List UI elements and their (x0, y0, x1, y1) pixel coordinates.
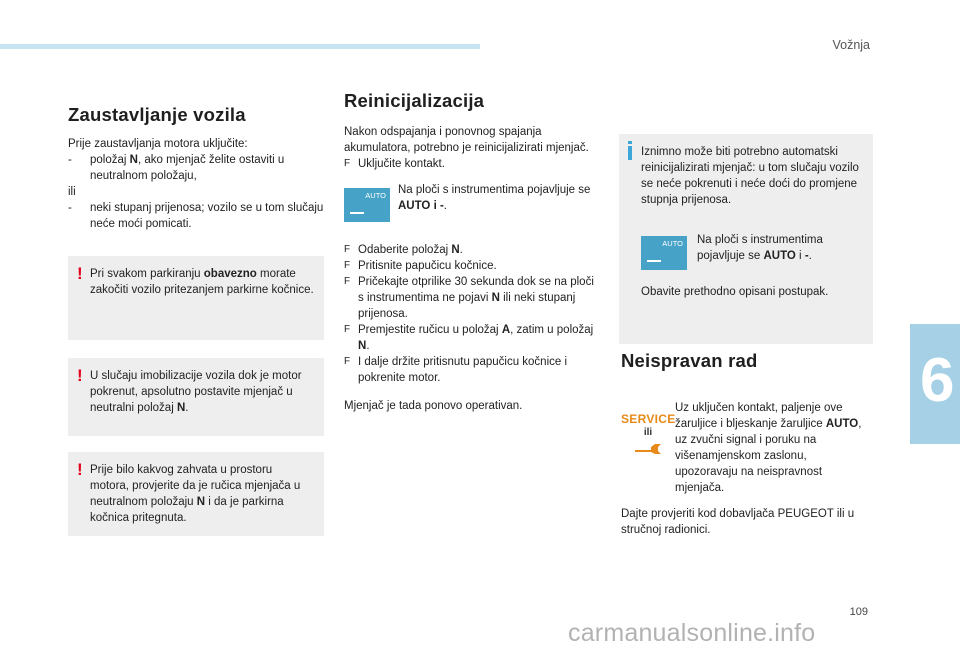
list-item (344, 274, 594, 322)
reinit-outro: Mjenjač je tada ponovo operativan. (344, 400, 523, 412)
or-text: ili (68, 186, 76, 198)
wrench-icon (633, 441, 663, 457)
warning-note-text: Pri svakom parkiranju obavezno morate zakočiti vozilo pritezanjem parkirne kočnice. (90, 268, 314, 296)
list-item-text: položaj N, ako mjenjač želite ostaviti u neutralnom položaju, (90, 154, 285, 182)
malfunction-text: Uz uključen kontakt, paljenje ove žaruljice i bljeskanje žaruljice AUTO, uz zvučni signal i poruku na višenamjenskom zaslonu, upozoravaju na neispravnost mjenjača. (675, 402, 862, 494)
info-note-auto-reinit (619, 134, 873, 344)
dash-bullet: - (68, 202, 72, 214)
auto-indicator-text: Na ploči s instrumentima pojavljuje se AUTO i -. (697, 234, 823, 262)
warning-icon: ! (77, 460, 83, 479)
dash-bullet: - (68, 154, 72, 166)
section-reinitialisation (344, 90, 594, 414)
list-item (344, 354, 594, 386)
arrow-bullet: F (344, 244, 351, 255)
section-malfunction (621, 350, 875, 538)
list-item-text: Odaberite položaj N. (358, 244, 463, 256)
warning-note-engine-work (68, 452, 324, 536)
arrow-bullet: F (344, 158, 351, 169)
service-indicator-row (621, 400, 875, 496)
watermark-text: carmanualsonline.info (568, 619, 816, 647)
info-text: Iznimno može biti potrebno automatski reinicijalizirati mjenjač: u tom slučaju vozilo se neće pokrenuti i neće doći do promjene stupnja prijenosa. (641, 146, 859, 206)
list-item (344, 258, 594, 274)
section-title-stopping: Zaustavljanje vozila (68, 104, 246, 125)
service-warning-icon: SERVICE (621, 412, 676, 426)
list-item (344, 156, 594, 172)
list-item-text: neki stupanj prijenosa; vozilo se u tom slučaju neće moći pomicati. (90, 202, 324, 230)
auto-indicator-text: Na ploči s instrumentima pojavljuje se AUTO i -. (398, 184, 591, 212)
reinit-steps (344, 242, 594, 386)
arrow-bullet: F (344, 260, 351, 271)
or-text: ili (643, 427, 653, 438)
auto-indicator-row (641, 232, 861, 270)
arrow-bullet: F (344, 276, 351, 287)
list-item (68, 152, 324, 184)
list-item (68, 200, 324, 232)
arrow-bullet: F (344, 356, 351, 367)
page-number: 109 (849, 606, 868, 618)
chapter-number: 6 (920, 346, 955, 415)
list-item-text: Uključite kontakt. (358, 158, 445, 170)
warning-note-text: U slučaju imobilizacije vozila dok je motor pokrenut, apsolutno postavite mjenjač u neutralni položaj N. (90, 370, 302, 414)
section-stopping (68, 104, 324, 536)
arrow-bullet: F (344, 324, 351, 335)
header-accent-bar (0, 44, 480, 49)
stopping-intro: Prije zaustavljanja motora uključite: (68, 138, 248, 150)
warning-note-immobilisation (68, 358, 324, 436)
list-item-text: Pritisnite papučicu kočnice. (358, 260, 497, 272)
info-outro: Obavite prethodno opisani postupak. (641, 286, 829, 298)
reinit-intro: Nakon odspajanja i ponovnog spajanja akumulatora, potrebno je reinicijalizirati mjenjač. (344, 126, 589, 154)
info-icon (628, 146, 632, 160)
warning-note-text: Prije bilo kakvog zahvata u prostoru motora, provjerite da je ručica mjenjača u neutralnom položaju N i da je parkirna kočnica pritegnuta. (90, 464, 301, 524)
warning-note-parking (68, 256, 324, 340)
info-box (619, 134, 873, 344)
malfunction-outro: Dajte provjeriti kod dobavljača PEUGEOT ili u stručnoj radionici. (621, 508, 855, 536)
section-title-malfunction: Neispravan rad (621, 350, 758, 371)
warning-icon: ! (77, 366, 83, 385)
list-item-text: I dalje držite pritisnutu papučicu kočnice i pokrenite motor. (358, 356, 568, 384)
auto-indicator-row (344, 182, 594, 222)
list-item (344, 322, 594, 354)
list-item (344, 242, 594, 258)
auto-gearbox-icon: AUTO (641, 236, 687, 270)
section-title-reinitialisation: Reinicijalizacija (344, 90, 485, 111)
list-item-text: Pričekajte otprilike 30 sekunda dok se na ploči s instrumentima ne pojavi N ili neki stupanj prijenosa. (358, 276, 594, 320)
auto-gearbox-icon: AUTO (344, 188, 390, 222)
list-item-text: Premjestite ručicu u položaj A, zatim u položaj N. (358, 324, 594, 352)
section-name: Vožnja (832, 38, 870, 52)
warning-icon: ! (77, 264, 83, 283)
info-icon-dot (628, 141, 632, 144)
service-icons (621, 400, 675, 462)
chapter-tab (910, 324, 960, 444)
